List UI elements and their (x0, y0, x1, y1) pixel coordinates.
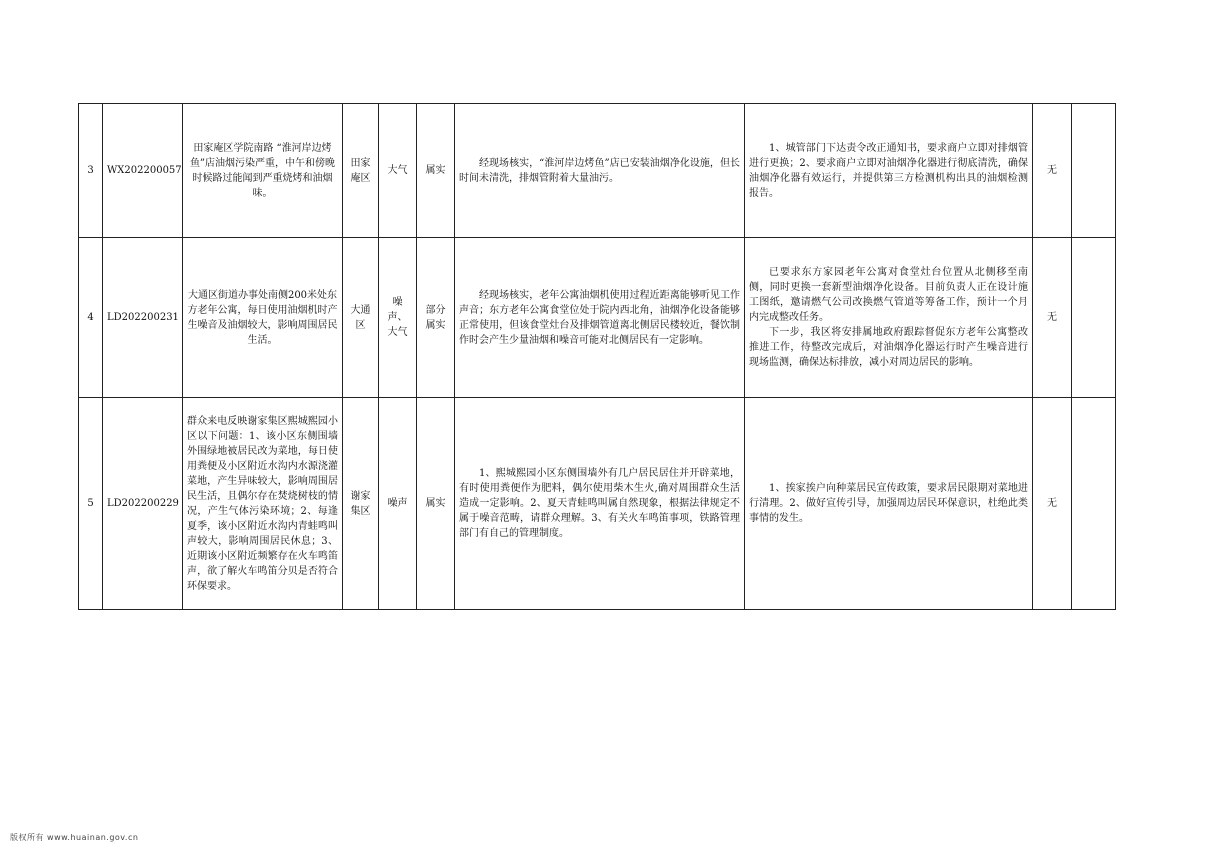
remark (1072, 238, 1116, 398)
accountability: 无 (1033, 398, 1072, 610)
verification-result: 属实 (417, 104, 455, 238)
district: 大通区 (343, 238, 379, 398)
district: 谢家集区 (343, 398, 379, 610)
case-table (78, 103, 1116, 610)
pollution-type: 大气 (379, 104, 417, 238)
case-code: LD202200231 (103, 238, 183, 398)
investigation-result: 经现场核实，“淮河岸边烤鱼”店已安装油烟净化设施，但长时间未清洗，排烟管附着大量油污。 (455, 104, 745, 238)
case-code: LD202200229 (103, 398, 183, 610)
accountability: 无 (1033, 104, 1072, 238)
handling-paragraph-2: 下一步，我区将安排属地政府跟踪督促东方老年公寓整改推进工作，待整改完成后，对油烟净化器运行时产生噪音进行现场监测，确保达标排放，减小对周边居民的影响。 (749, 327, 1028, 368)
pollution-type: 噪声、大气 (379, 238, 417, 398)
investigation-result: 经现场核实，老年公寓油烟机使用过程近距离能够听见工作声音；东方老年公寓食堂位处于院内西北角，油烟净化设备能够正常使用，但该食堂灶台及排烟管道离北侧居民楼较近，餐饮制作时会产生少量油烟和噪音可能对北侧居民有一定影响。 (455, 238, 745, 398)
complaint-content: 群众来电反映谢家集区熙城熙园小区以下问题：1、该小区东侧围墙外围绿地被居民改为菜地，每日使用粪便及小区附近水沟内水源浇灌菜地，产生异味较大，影响周围居民生活，且偶尔存在焚烧树枝的情况，产生气体污染环境；2、每逢夏季，该小区附近水沟内青蛙鸣叫声较大，影响周围居民休息；3、近期该小区附近频繁存在火车鸣笛声，欲了解火车鸣笛分贝是否符合环保要求。 (183, 398, 343, 610)
row-number: 3 (79, 104, 103, 238)
remark (1072, 398, 1116, 610)
complaint-content: 大通区街道办事处南侧200米处东方老年公寓，每日使用油烟机时产生噪音及油烟较大，影响周围居民生活。 (183, 238, 343, 398)
table-row (79, 104, 1116, 238)
verification-result: 部分属实 (417, 238, 455, 398)
pollution-type: 噪声 (379, 398, 417, 610)
verification-result: 属实 (417, 398, 455, 610)
remark (1072, 104, 1116, 238)
accountability: 无 (1033, 238, 1072, 398)
table-row (79, 398, 1116, 610)
table-row (79, 238, 1116, 398)
complaint-content: 田家庵区学院南路 “淮河岸边烤鱼”店油烟污染严重，中午和傍晚时候路过能闻到严重烧烤和油烟味。 (183, 104, 343, 238)
row-number: 5 (79, 398, 103, 610)
row-number: 4 (79, 238, 103, 398)
handling-paragraph-1: 已要求东方家园老年公寓对食堂灶台位置从北侧移至南侧，同时更换一套新型油烟净化设备。目前负责人正在设计施工图纸，邀请燃气公司改换燃气管道等筹备工作，预计一个月内完成整改任务。 (749, 267, 1028, 323)
handling-measures: 1、城管部门下达责令改正通知书，要求商户立即对排烟管进行更换；2、要求商户立即对油烟净化器进行彻底清洗，确保油烟净化器有效运行，并提供第三方检测机构出具的油烟检测报告。 (745, 104, 1033, 238)
handling-measures (745, 238, 1033, 398)
case-code: WX202200057 (103, 104, 183, 238)
investigation-result: 1、熙城熙园小区东侧围墙外有几户居民居住并开辟菜地，有时使用粪便作为肥料，偶尔使用柴木生火,确对周围群众生活造成一定影响。2、夏天青蛙鸣叫属自然现象，根据法律规定不属于噪音范畴，请群众理解。3、有关火车鸣笛事项，铁路管理部门有自己的管理制度。 (455, 398, 745, 610)
district: 田家庵区 (343, 104, 379, 238)
handling-measures: 1、挨家挨户向种菜居民宣传政策，要求居民限期对菜地进行清理。2、做好宣传引导，加强周边居民环保意识，杜绝此类事情的发生。 (745, 398, 1033, 610)
footer-copyright: 版权所有 www.huainan.gov.cn (10, 833, 139, 842)
